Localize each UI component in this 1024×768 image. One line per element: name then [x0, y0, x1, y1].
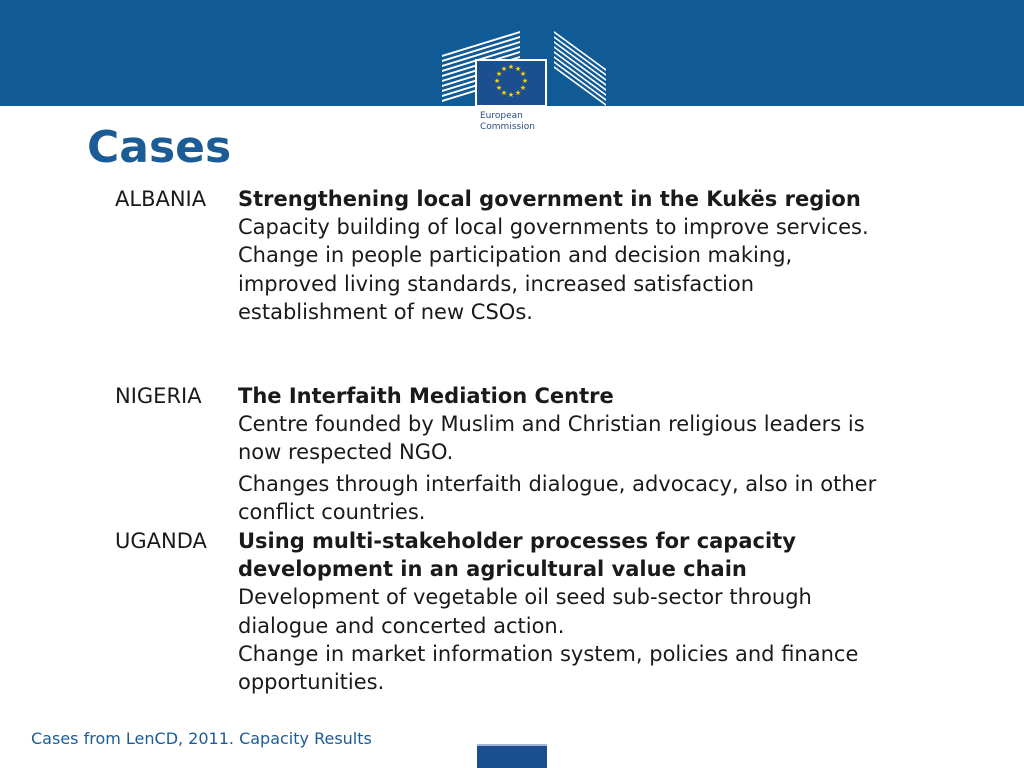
- svg-text:★: ★: [500, 89, 508, 97]
- case-change: Change in people participation and decision making, improved living standards, increased satisfaction establishment of new CSOs.: [238, 243, 793, 324]
- svg-text:★: ★: [493, 77, 501, 85]
- case-description: Centre founded by Muslim and Christian religious leaders is now respected NGO.: [238, 412, 865, 465]
- svg-text:★: ★: [495, 84, 503, 92]
- case-description: Capacity building of local governments to improve services.: [238, 215, 869, 240]
- case-country-albania: ALBANIA: [115, 187, 207, 211]
- case-uganda: [238, 527, 888, 696]
- page-title: Cases: [87, 122, 232, 173]
- svg-text:★: ★: [521, 77, 529, 85]
- bottom-flag-tab: [477, 744, 547, 768]
- case-title: Strengthening local government in the Kukës region: [238, 187, 861, 211]
- case-country-uganda: UGANDA: [115, 529, 207, 553]
- svg-text:★: ★: [500, 65, 508, 73]
- case-change: Changes through interfaith dialogue, advocacy, also in other conflict countries.: [238, 471, 877, 524]
- svg-text:★: ★: [519, 70, 527, 78]
- case-nigeria: [238, 382, 888, 526]
- case-description: Development of vegetable oil seed sub-sector through dialogue and concerted action.: [238, 585, 812, 638]
- case-albania: [238, 185, 888, 326]
- footer-source: Cases from LenCD, 2011. Capacity Results: [31, 729, 372, 748]
- logo-label-line-2: Commission: [480, 122, 535, 132]
- case-title: Using multi-stakeholder processes for capacity development in an agricultural value chain: [238, 529, 796, 582]
- logo-label-line-1: European: [480, 111, 523, 121]
- svg-text:★: ★: [514, 65, 522, 73]
- case-change: Change in market information system, policies and finance opportunities.: [238, 641, 859, 695]
- case-title: The Interfaith Mediation Centre: [238, 384, 614, 408]
- case-country-nigeria: NIGERIA: [115, 384, 202, 408]
- svg-text:★: ★: [514, 89, 522, 97]
- svg-text:★: ★: [507, 63, 515, 71]
- european-commission-logo: [442, 28, 606, 142]
- svg-text:★: ★: [495, 70, 503, 78]
- svg-text:★: ★: [507, 91, 515, 99]
- svg-text:★: ★: [519, 84, 527, 92]
